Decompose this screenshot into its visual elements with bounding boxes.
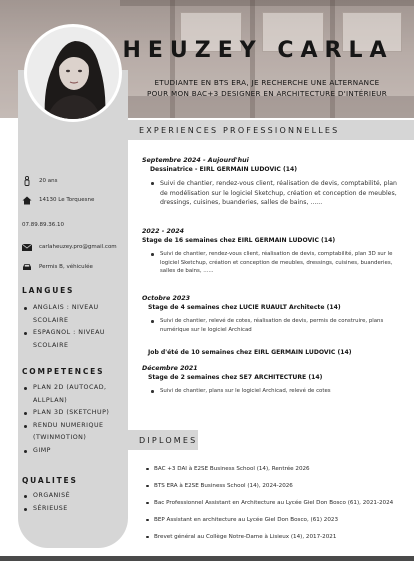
experience-role: Stage de 2 semaines chez SE7 ARCHITECTURE (14) (148, 374, 323, 381)
diplomas-list (144, 465, 406, 541)
language-item: ESPAGNOL : NIVEAU SCOLAIRE (22, 327, 126, 352)
experience-entry (142, 295, 404, 334)
contact-address (22, 195, 94, 205)
experience-entry (142, 365, 404, 396)
age-text: 20 ans (39, 178, 58, 184)
quality-item: ORGANISÉ (22, 490, 126, 503)
car-icon (22, 262, 32, 272)
diploma-item: Brevet général au Collège Notre-Dame à Lisieux (14), 2017-2021 (144, 533, 406, 541)
contact-age (22, 176, 57, 186)
experience-description: Suivi de chantier, relevé de cotes, réalisation de devis, permis de construire, plans numérique sur le logiciel Archicad (142, 317, 404, 334)
address-text: 14130 Le Torquesne (39, 197, 95, 203)
languages-heading: LANGUES (22, 286, 75, 295)
bottom-border (0, 556, 414, 561)
skill-item: PLAN 2D (AUTOCAD, ALLPLAN) (22, 382, 126, 407)
phone-text[interactable]: 07.89.89.36.10 (22, 222, 64, 228)
contact-email (22, 242, 117, 252)
experience-period: Octobre 2023 (142, 295, 191, 302)
skill-item: GIMP (22, 445, 126, 458)
qualities-list (22, 490, 126, 515)
experience-description: Suivi de chantier, plans sur le logiciel Archicad, relevé de cotes (142, 387, 404, 396)
candidate-headline (124, 77, 410, 99)
experience-period: 2022 - 2024 (142, 228, 185, 235)
person-icon (22, 176, 32, 186)
experience-role: Job d'été de 10 semaines chez EIRL GERMAIN LUDOVIC (14) (148, 349, 352, 356)
envelope-icon (22, 242, 32, 252)
skill-item: RENDU NUMERIQUE (TWINMOTION) (22, 420, 126, 445)
skill-item: PLAN 3D (SKETCHUP) (22, 407, 126, 420)
experience-entry (142, 228, 404, 276)
skills-list (22, 382, 126, 457)
skills-heading: COMPETENCES (22, 367, 105, 376)
diploma-item: BTS ERA à E2SE Business School (14), 2024-2026 (144, 482, 406, 490)
experience-entry (142, 347, 404, 356)
experience-description: Suivi de chantier, rendez-vous client, réalisation de devis, comptabilité, plan 3D sur le logiciel Sketchup, création et conception de meubles, dressings, cuisines, buanderies, salles de bains, ...... (142, 250, 404, 276)
contact-phone (22, 220, 64, 230)
license-text: Permis B, véhiculée (39, 264, 93, 270)
section-experiences-heading: EXPERIENCES PROFESSIONNELLES (128, 120, 414, 140)
experience-role: Stage de 16 semaines chez EIRL GERMAIN LUDOVIC (14) (142, 237, 336, 244)
diploma-item: BEP Assistant en architecture au Lycée Giel Don Bosco, (61) 2023 (144, 516, 406, 524)
experience-entry (142, 157, 404, 208)
email-text[interactable]: carlaheuzey.pro@gmail.com (39, 244, 117, 250)
experience-period: Septembre 2024 - Aujourd'hui (142, 157, 249, 164)
section-diplomes-heading: DIPLOMES (128, 430, 198, 450)
experience-period: Décembre 2021 (142, 365, 198, 372)
headline-line-2: POUR MON BAC+3 DESIGNER EN ARCHITECTURE D'INTÉRIEUR (146, 89, 388, 98)
qualities-heading: QUALITES (22, 476, 78, 485)
headline-line-1: ETUDIANTE EN BTS ERA, JE RECHERCHE UNE ALTERNANCE (154, 78, 380, 87)
experience-description: Suivi de chantier, rendez-vous client, réalisation de devis, comptabilité, plan de modélisation sur le logiciel Sketchup, création et conception de meubles, dressings, cuisines, buanderies, salles de bains, ...... (142, 179, 404, 208)
candidate-name: HEUZEY CARLA (122, 38, 394, 63)
diploma-item: BAC +3 DAI à E2SE Business School (14), Rentrée 2026 (144, 465, 406, 473)
language-item: ANGLAIS : NIVEAU SCOLAIRE (22, 302, 126, 327)
experience-role: Stage de 4 semaines chez LUCIE RUAULT Architecte (14) (148, 304, 341, 311)
diploma-item: Bac Professionnel Assistant en Architecture au Lycée Giel Don Bosco (61), 2021-2024 (144, 499, 406, 507)
contact-license (22, 262, 93, 272)
quality-item: SÉRIEUSE (22, 503, 126, 516)
experience-role: Dessinatrice - EIRL GERMAIN LUDOVIC (14) (150, 166, 298, 173)
languages-list (22, 302, 126, 352)
home-icon (22, 195, 32, 205)
